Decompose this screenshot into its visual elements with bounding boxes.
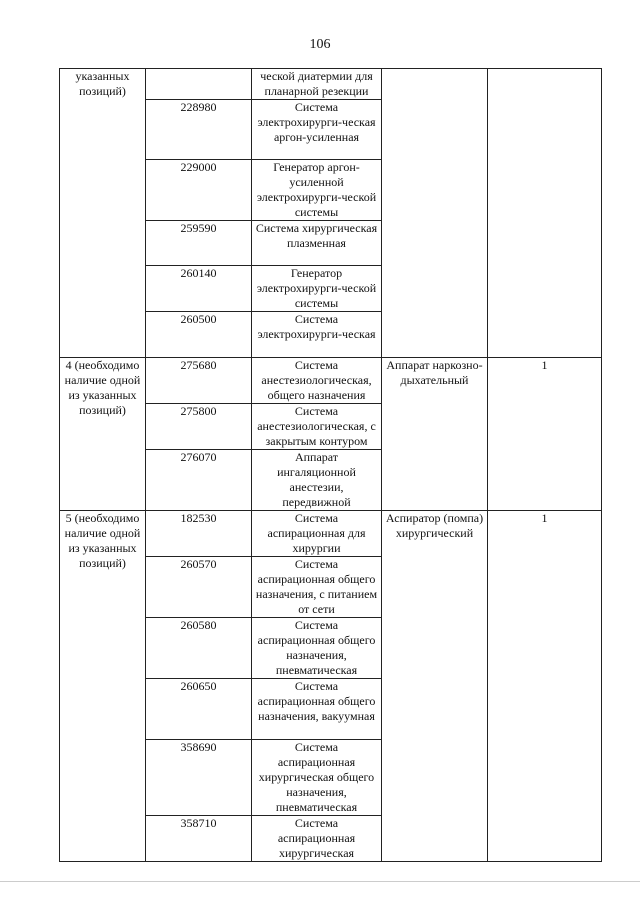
- name-cell: Система аспирационная хирургическая общего назначения, пневматическая: [252, 740, 382, 816]
- code-cell: 229000: [146, 160, 252, 221]
- name-cell: Система аспирационная общего назначения, с питанием от сети: [252, 557, 382, 618]
- table-row: [60, 358, 602, 404]
- quantity-cell: 1: [488, 358, 602, 511]
- code-cell: 260500: [146, 312, 252, 358]
- name-cell: Система хирургическая плазменная: [252, 221, 382, 266]
- name-cell: Генератор аргон-усиленной электрохирурги-ческой системы: [252, 160, 382, 221]
- code-cell: 358710: [146, 816, 252, 862]
- code-cell: 275680: [146, 358, 252, 404]
- code-cell: 260570: [146, 557, 252, 618]
- position-cell: указанных позиций): [60, 69, 146, 358]
- quantity-cell: [488, 69, 602, 358]
- code-cell: 259590: [146, 221, 252, 266]
- code-cell: 260140: [146, 266, 252, 312]
- code-cell: 358690: [146, 740, 252, 816]
- code-cell: 260650: [146, 679, 252, 740]
- table-row: [60, 69, 602, 100]
- name-cell: Система электрохирурги-ческая: [252, 312, 382, 358]
- equipment-table: [59, 68, 602, 862]
- name-cell: Система аспирационная общего назначения, пневматическая: [252, 618, 382, 679]
- device-cell: [382, 69, 488, 358]
- name-cell: ческой диатермии для планарной резекции: [252, 69, 382, 100]
- name-cell: Система аспирационная для хирургии: [252, 511, 382, 557]
- name-cell: Система анестезиологическая, общего назначения: [252, 358, 382, 404]
- code-cell: 275800: [146, 404, 252, 450]
- device-cell: Аппарат наркозно-дыхательный: [382, 358, 488, 511]
- name-cell: Генератор электрохирурги-ческой системы: [252, 266, 382, 312]
- code-cell: 260580: [146, 618, 252, 679]
- name-cell: Система аспирационная общего назначения, вакуумная: [252, 679, 382, 740]
- code-cell: 228980: [146, 100, 252, 160]
- name-cell: Система аспирационная хирургическая: [252, 816, 382, 862]
- code-cell: 276070: [146, 450, 252, 511]
- name-cell: Система анестезиологическая, с закрытым контуром: [252, 404, 382, 450]
- code-cell: 182530: [146, 511, 252, 557]
- page-number: 106: [309, 37, 331, 52]
- name-cell: Аппарат ингаляционной анестезии, передвижной: [252, 450, 382, 511]
- table-row: [60, 511, 602, 557]
- device-cell: Аспиратор (помпа) хирургический: [382, 511, 488, 862]
- code-cell: [146, 69, 252, 100]
- scan-edge-line: [0, 881, 640, 882]
- name-cell: Система электрохирурги-ческая аргон-усиленная: [252, 100, 382, 160]
- position-cell: 4 (необходимо наличие одной из указанных позиций): [60, 358, 146, 511]
- quantity-cell: 1: [488, 511, 602, 862]
- position-cell: 5 (необходимо наличие одной из указанных позиций): [60, 511, 146, 862]
